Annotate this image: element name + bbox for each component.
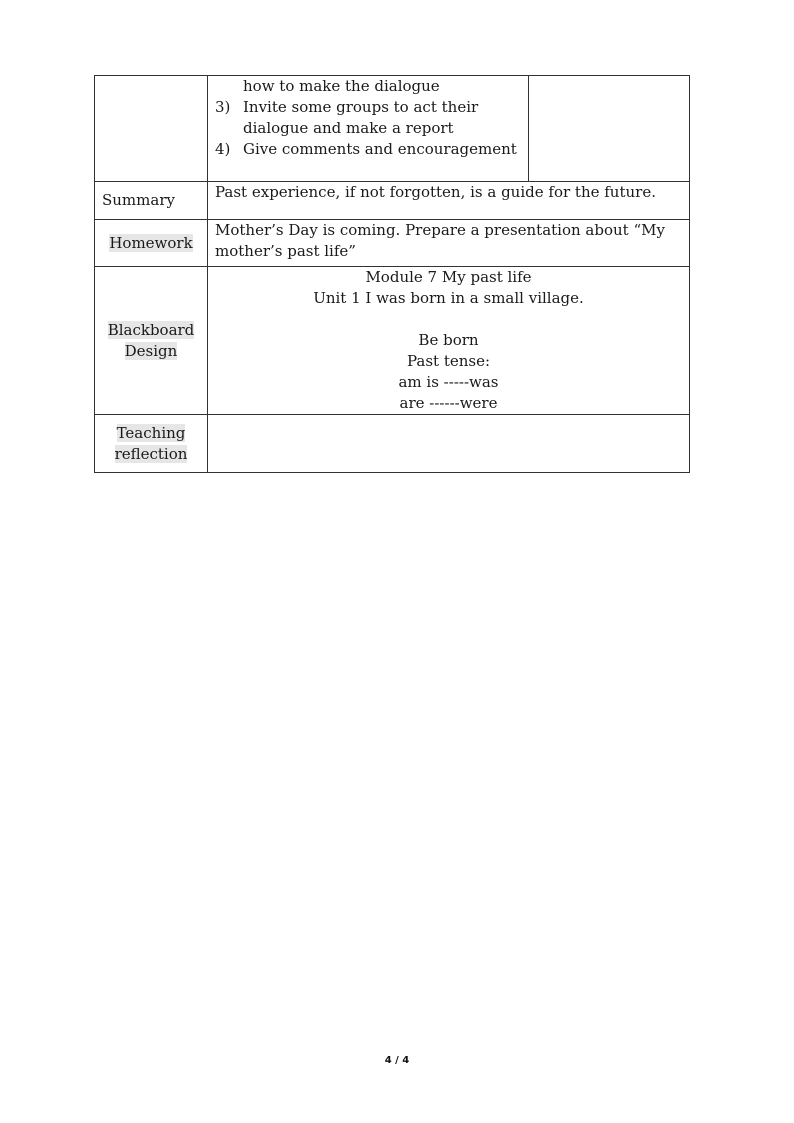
step-item-4 bbox=[215, 139, 521, 160]
homework-label: Homework bbox=[109, 233, 193, 252]
reflection-row bbox=[95, 415, 690, 473]
blackboard-row bbox=[95, 267, 690, 415]
reflection-text bbox=[208, 415, 690, 473]
blackboard-unit: Unit 1 I was born in a small village. bbox=[313, 289, 584, 307]
blackboard-be-born: Be born bbox=[418, 331, 479, 349]
lesson-plan-table bbox=[94, 75, 690, 473]
blackboard-module: Module 7 My past life bbox=[365, 268, 532, 286]
blackboard-past-tense: Past tense: bbox=[406, 352, 491, 370]
blackboard-label-cell bbox=[95, 267, 208, 415]
blank-line bbox=[215, 309, 682, 330]
step-continuation: how to make the dialogue bbox=[243, 77, 440, 95]
step-item-3 bbox=[215, 97, 521, 139]
blackboard-content bbox=[208, 267, 690, 415]
homework-row bbox=[95, 220, 690, 267]
blackboard-label-line1: Blackboard bbox=[107, 320, 195, 339]
step-number: 4) bbox=[215, 140, 231, 158]
procedure-label-cell bbox=[95, 76, 208, 182]
blackboard-label-line2: Design bbox=[124, 341, 178, 360]
procedure-steps-cell bbox=[208, 76, 529, 182]
step-number: 3) bbox=[215, 98, 231, 116]
blackboard-rule-2: are ------were bbox=[399, 394, 498, 412]
summary-row bbox=[95, 182, 690, 220]
homework-label-cell bbox=[95, 220, 208, 267]
step-list bbox=[215, 97, 521, 160]
blackboard-rule-1: am is -----was bbox=[398, 373, 499, 391]
step-text: Give comments and encouragement bbox=[243, 140, 517, 158]
reflection-label-cell bbox=[95, 415, 208, 473]
procedure-row bbox=[95, 76, 690, 182]
step-text: Invite some groups to act their dialogue and make a report bbox=[243, 98, 479, 137]
homework-text: Mother’s Day is coming. Prepare a presentation about “My mother’s past life” bbox=[208, 220, 690, 267]
procedure-notes-cell bbox=[529, 76, 690, 182]
reflection-label-line1: Teaching bbox=[116, 423, 186, 442]
summary-label: Summary bbox=[95, 182, 208, 220]
reflection-label-line2: reflection bbox=[114, 444, 188, 463]
summary-text: Past experience, if not forgotten, is a guide for the future. bbox=[208, 182, 690, 220]
page-number: 4 / 4 bbox=[384, 1055, 410, 1066]
